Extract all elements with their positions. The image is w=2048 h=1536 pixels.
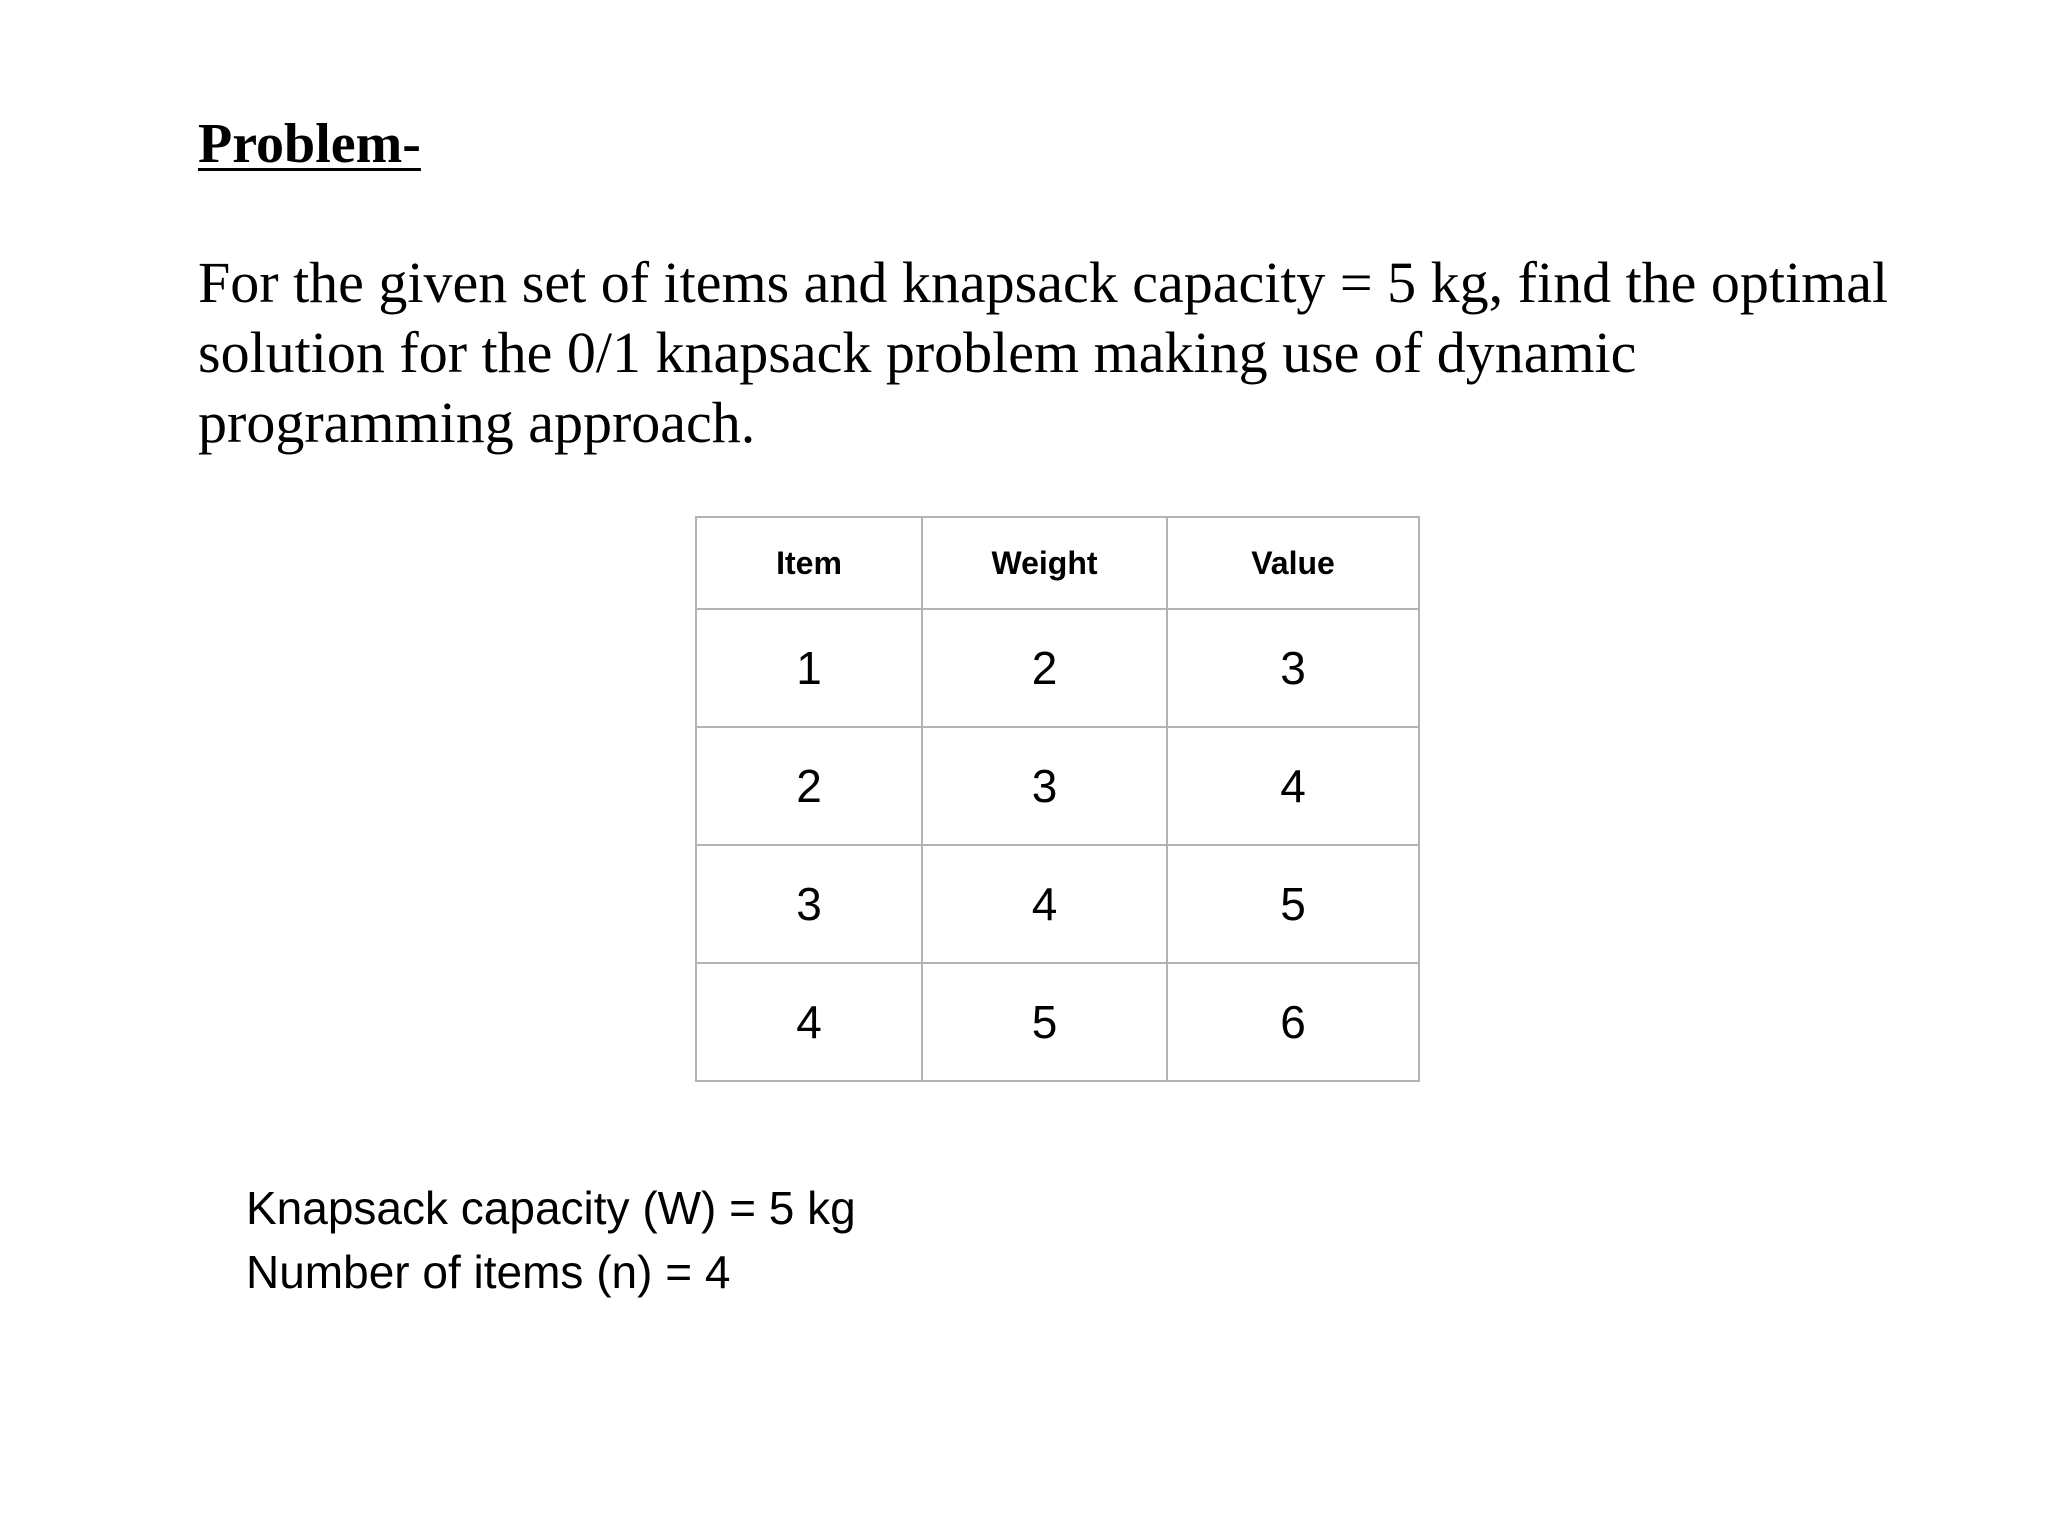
table-row bbox=[696, 845, 1419, 963]
cell-value: 3 bbox=[1167, 609, 1419, 727]
items-table bbox=[695, 516, 1420, 1082]
table-header-row bbox=[696, 517, 1419, 609]
table-row bbox=[696, 727, 1419, 845]
cell-weight: 4 bbox=[922, 845, 1167, 963]
table-row bbox=[696, 609, 1419, 727]
item-count-text: Number of items (n) = 4 bbox=[246, 1246, 731, 1298]
cell-value: 6 bbox=[1167, 963, 1419, 1081]
cell-item: 3 bbox=[696, 845, 922, 963]
cell-weight: 5 bbox=[922, 963, 1167, 1081]
givens-block bbox=[246, 1176, 856, 1304]
cell-item: 4 bbox=[696, 963, 922, 1081]
problem-heading: Problem- bbox=[198, 113, 421, 175]
cell-item: 1 bbox=[696, 609, 922, 727]
table-row bbox=[696, 963, 1419, 1081]
header-item: Item bbox=[696, 517, 922, 609]
cell-weight: 2 bbox=[922, 609, 1167, 727]
cell-value: 5 bbox=[1167, 845, 1419, 963]
header-weight: Weight bbox=[922, 517, 1167, 609]
header-value: Value bbox=[1167, 517, 1419, 609]
problem-statement: For the given set of items and knapsack capacity = 5 kg, find the optimal solution for the 0/1 knapsack problem making use of dynamic programming approach. bbox=[198, 250, 1889, 455]
cell-value: 4 bbox=[1167, 727, 1419, 845]
capacity-text: Knapsack capacity (W) = 5 kg bbox=[246, 1182, 856, 1234]
cell-weight: 3 bbox=[922, 727, 1167, 845]
cell-item: 2 bbox=[696, 727, 922, 845]
